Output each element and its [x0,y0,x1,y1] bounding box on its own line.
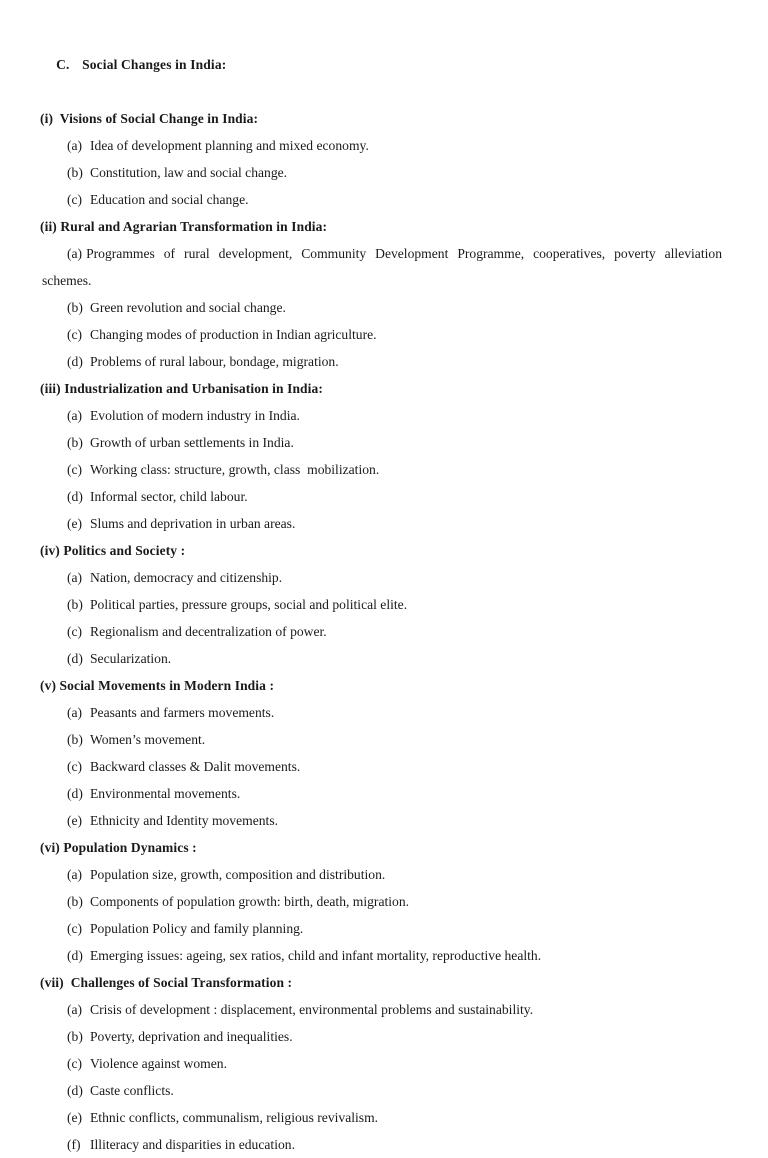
item-label: (d) [67,489,83,504]
group-numeral: (iv) [40,543,60,558]
syllabus-item [42,780,722,807]
syllabus-item [42,1050,722,1077]
group-numeral: (vii) [40,975,64,990]
syllabus-item [42,159,722,186]
syllabus-group [42,105,722,213]
section-heading [42,24,722,105]
item-text: Backward classes & Dalit movements. [90,759,301,774]
item-text: Population size, growth, composition and distribution. [90,867,386,882]
item-label: (b) [67,165,83,180]
syllabus-group-list [42,105,722,1158]
item-text: Slums and deprivation in urban areas. [90,516,296,531]
syllabus-item [42,753,722,780]
item-label: (c) [67,624,83,639]
item-text: Emerging issues: ageing, sex ratios, child and infant mortality, reproductive health. [90,948,542,963]
syllabus-item [42,483,722,510]
syllabus-item [42,645,722,672]
syllabus-group [42,834,722,969]
syllabus-group [42,213,722,375]
item-label: (a) [67,867,83,882]
item-label: (d) [67,948,83,963]
syllabus-item [42,888,722,915]
group-numeral: (v) [40,678,57,693]
item-text: Growth of urban settlements in India. [90,435,294,450]
item-label: (b) [67,300,83,315]
syllabus-item [42,429,722,456]
item-label: (d) [67,651,83,666]
item-label: (b) [67,1029,83,1044]
item-text: Informal sector, child labour. [90,489,248,504]
syllabus-item [42,861,722,888]
item-label: (c) [67,327,83,342]
item-label: (d) [67,786,83,801]
item-text: Crisis of development : displacement, environmental problems and sustainability. [90,1002,534,1017]
item-text: Poverty, deprivation and inequalities. [90,1029,293,1044]
group-numeral: (i) [40,111,54,126]
group-heading [42,213,722,240]
section-letter: C. [56,57,70,72]
syllabus-item [42,132,722,159]
item-text: Constitution, law and social change. [90,165,288,180]
item-text: Political parties, pressure groups, social and political elite. [90,597,408,612]
item-label: (a) [67,1002,83,1017]
item-label: (b) [67,435,83,450]
item-label: (e) [67,813,83,828]
item-text: Violence against women. [90,1056,227,1071]
syllabus-group [42,969,722,1158]
item-text: Women’s movement. [90,732,206,747]
group-heading [42,969,722,996]
group-heading [42,105,722,132]
item-text: Nation, democracy and citizenship. [90,570,283,585]
syllabus-item [42,564,722,591]
syllabus-item [42,1077,722,1104]
group-title: Social Movements in Modern India : [59,678,275,693]
group-title: Challenges of Social Transformation : [70,975,293,990]
item-text: Changing modes of production in Indian agriculture. [90,327,377,342]
syllabus-group [42,375,722,537]
syllabus-item [42,807,722,834]
item-text: Secularization. [90,651,172,666]
item-label: (b) [67,597,83,612]
group-title: Visions of Social Change in India: [59,111,259,126]
syllabus-item [42,915,722,942]
item-label: (c) [67,759,83,774]
syllabus-item [42,1023,722,1050]
item-label: (c) [67,1056,83,1071]
item-text: Components of population growth: birth, death, migration. [90,894,410,909]
group-heading [42,375,722,402]
item-label: (a) [67,138,83,153]
group-numeral: (vi) [40,840,60,855]
item-text: Ethnicity and Identity movements. [90,813,279,828]
item-label: (e) [67,516,83,531]
item-text: Illiteracy and disparities in education. [90,1137,295,1152]
syllabus-item [42,618,722,645]
syllabus-item [42,186,722,213]
item-label: (d) [67,1083,83,1098]
group-numeral: (iii) [40,381,61,396]
syllabus-item [42,699,722,726]
group-heading [42,537,722,564]
item-text: Idea of development planning and mixed economy. [90,138,369,153]
group-title: Rural and Agrarian Transformation in India: [60,219,328,234]
item-label: (b) [67,894,83,909]
group-title: Industrialization and Urbanisation in India: [64,381,323,396]
item-text: Working class: structure, growth, class mobilization. [90,462,380,477]
syllabus-group [42,537,722,672]
syllabus-item [42,942,722,969]
item-label: (a) [67,705,83,720]
syllabus-item [42,240,722,294]
item-text: Education and social change. [90,192,249,207]
item-text: Environmental movements. [90,786,241,801]
item-label: (f) [67,1137,81,1152]
item-text: Ethnic conflicts, communalism, religious revivalism. [90,1110,379,1125]
section-title: Social Changes in India: [82,57,227,72]
syllabus-group [42,672,722,834]
syllabus-item [42,1131,722,1158]
group-numeral-gap [53,111,60,126]
group-numeral: (ii) [40,219,57,234]
item-label: (a) [67,570,83,585]
item-label: (e) [67,1110,83,1125]
syllabus-item [42,996,722,1023]
group-numeral-gap [64,975,71,990]
group-title: Politics and Society : [63,543,186,558]
item-text: Regionalism and decentralization of power. [90,624,327,639]
item-text: Green revolution and social change. [90,300,286,315]
group-heading [42,834,722,861]
item-text: Population Policy and family planning. [90,921,304,936]
syllabus-item [42,402,722,429]
item-label: (b) [67,732,83,747]
item-label: (c) [67,921,83,936]
group-title: Population Dynamics : [63,840,197,855]
item-label: (c) [67,462,83,477]
syllabus-item [42,1104,722,1131]
syllabus-item [42,456,722,483]
item-text: Peasants and farmers movements. [90,705,275,720]
syllabus-item [42,348,722,375]
syllabus-item [42,726,722,753]
item-text: Problems of rural labour, bondage, migration. [90,354,339,369]
syllabus-item [42,510,722,537]
item-text: Evolution of modern industry in India. [90,408,300,423]
group-heading [42,672,722,699]
syllabus-item [42,591,722,618]
syllabus-item [42,294,722,321]
item-label: (a) [67,408,83,423]
item-label: (a) [67,246,83,261]
item-label: (c) [67,192,83,207]
item-text: Programmes of rural development, Community Development Programme, cooperatives, poverty alleviation schemes. [42,246,722,288]
item-text: Caste conflicts. [90,1083,174,1098]
syllabus-item [42,321,722,348]
item-label: (d) [67,354,83,369]
